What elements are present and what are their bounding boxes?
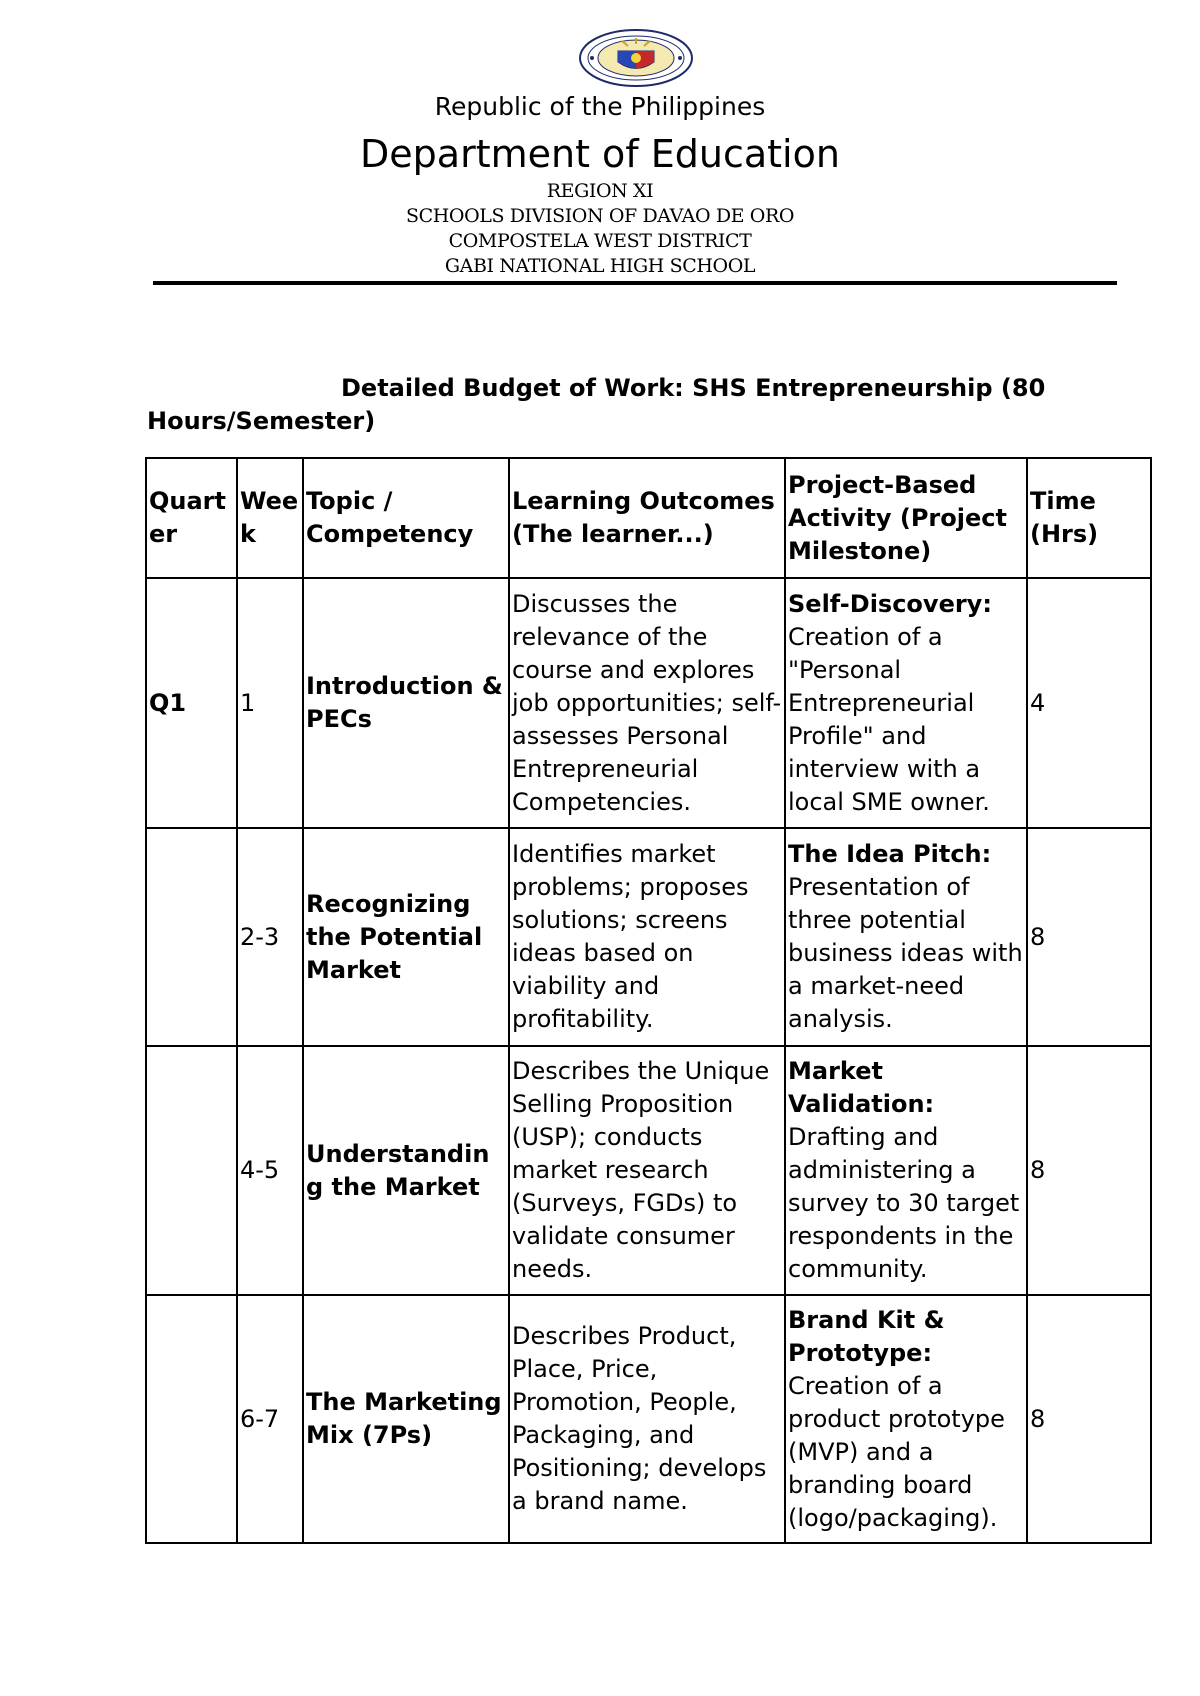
activity-title: Market Validation: — [788, 1057, 935, 1118]
district-line: COMPOSTELA WEST DISTRICT — [448, 230, 752, 252]
cell-outcomes: Discusses the relevance of the course and explores job opportunities; self-assesses Personal Entrepreneurial Competencies. — [509, 578, 785, 828]
column-header-week: Week — [237, 458, 303, 578]
cell-quarter: Q1 — [146, 578, 237, 828]
cell-outcomes: Describes the Unique Selling Proposition (USP); conducts market research (Surveys, FGDs) to validate consumer needs. — [509, 1046, 785, 1295]
department-heading: Department of Education — [360, 132, 840, 176]
cell-quarter — [146, 828, 237, 1046]
cell-time: 4 — [1027, 578, 1151, 828]
cell-activity — [785, 1295, 1027, 1543]
region-line: REGION XI — [546, 180, 654, 202]
activity-text: Creation of a product prototype (MVP) and a branding board (logo/packaging). — [788, 1371, 1005, 1532]
activity-text: Drafting and administering a survey to 30 target respondents in the community. — [788, 1123, 1020, 1283]
table-row — [146, 578, 1151, 828]
cell-topic: The Marketing Mix (7Ps) — [303, 1295, 509, 1543]
cell-week: 4-5 — [237, 1046, 303, 1295]
school-line: GABI NATIONAL HIGH SCHOOL — [444, 255, 756, 277]
activity-text: Presentation of three potential business ideas with a market-need analysis. — [788, 873, 1023, 1033]
division-line: SCHOOLS DIVISION OF DAVAO DE ORO — [405, 205, 795, 227]
cell-quarter — [146, 1046, 237, 1295]
cell-outcomes: Describes Product, Place, Price, Promotion, People, Packaging, and Positioning; develops a brand name. — [509, 1295, 785, 1543]
column-header-quarter: Quarter — [146, 458, 237, 578]
cell-time: 8 — [1027, 828, 1151, 1046]
activity-title: Brand Kit & Prototype: — [788, 1305, 945, 1367]
cell-time: 8 — [1027, 1046, 1151, 1295]
column-header-outcomes: Learning Outcomes (The learner...) — [509, 458, 785, 578]
header-divider — [153, 281, 1117, 285]
cell-topic: Understanding the Market — [303, 1046, 509, 1295]
table-header-row — [146, 458, 1151, 578]
cell-week: 1 — [237, 578, 303, 828]
document-title: Detailed Budget of Work: SHS Entrepreneurship (80 Hours/Semester) — [147, 374, 1046, 435]
budget-of-work-table — [145, 457, 1152, 1544]
table-row — [146, 828, 1151, 1046]
column-header-topic: Topic / Competency — [303, 458, 509, 578]
activity-title: The Idea Pitch: — [788, 840, 992, 868]
cell-week: 6-7 — [237, 1295, 303, 1543]
cell-topic: Recognizing the Potential Market — [303, 828, 509, 1046]
cell-week: 2-3 — [237, 828, 303, 1046]
deped-seal-logo — [578, 29, 694, 87]
activity-title: Self-Discovery: — [788, 589, 992, 618]
activity-text: Creation of a "Personal Entrepreneurial Profile" and interview with a local SME owner. — [788, 622, 990, 816]
cell-topic: Introduction & PECs — [303, 578, 509, 828]
cell-quarter — [146, 1295, 237, 1543]
cell-activity — [785, 828, 1027, 1046]
table-row — [146, 1046, 1151, 1295]
cell-activity — [785, 1046, 1027, 1295]
cell-time: 8 — [1027, 1295, 1151, 1543]
table-row — [146, 1295, 1151, 1543]
republic-heading: Republic of the Philippines — [434, 92, 766, 121]
cell-activity — [785, 578, 1027, 828]
cell-outcomes: Identifies market problems; proposes solutions; screens ideas based on viability and profitability. — [509, 828, 785, 1046]
column-header-time: Time (Hrs) — [1027, 458, 1151, 578]
column-header-activity: Project-Based Activity (Project Milestone) — [785, 458, 1027, 578]
